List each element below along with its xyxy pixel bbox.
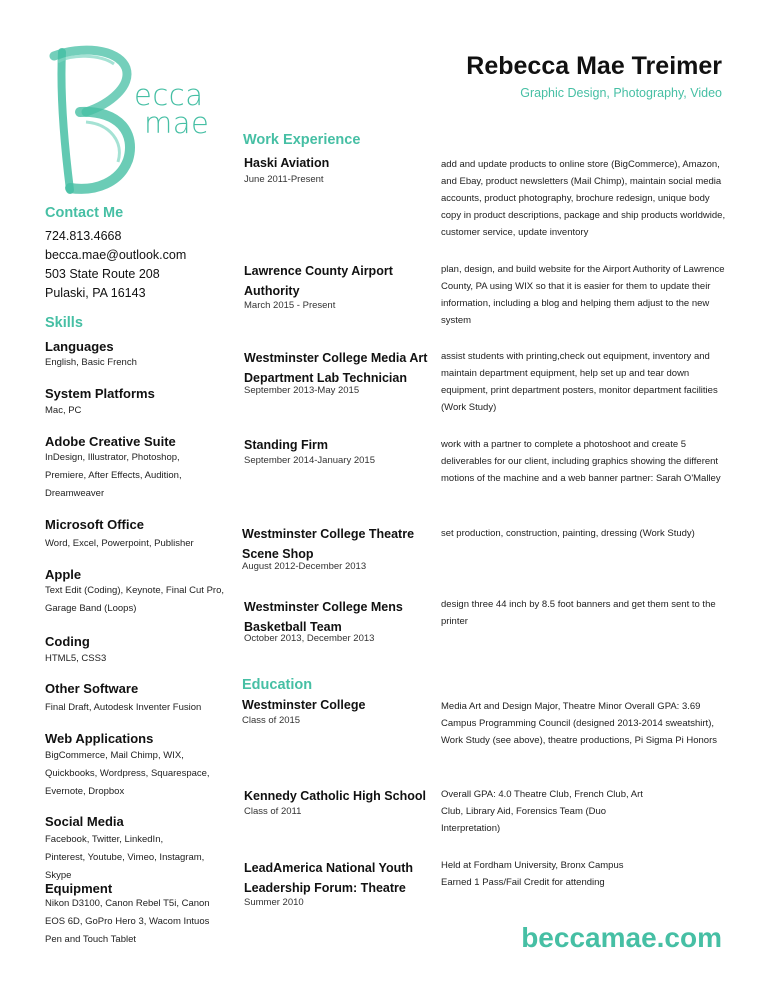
job-description: design three 44 inch by 8.5 foot banners and get them sent to the printer bbox=[441, 599, 716, 627]
skill-office-title: Microsoft Office bbox=[45, 517, 144, 532]
education-heading: Education bbox=[242, 677, 313, 693]
job-date: September 2014-January 2015 bbox=[244, 455, 375, 466]
job-title: Westminster College Theatre Scene Shop bbox=[242, 527, 415, 561]
contact-email[interactable]: becca.mae@outlook.com bbox=[45, 248, 187, 262]
contact-address-line1: 503 State Route 208 bbox=[45, 267, 160, 281]
skill-coding-title: Coding bbox=[45, 634, 90, 649]
contact-phone: 724.813.4668 bbox=[45, 229, 122, 243]
school-date: Class of 2011 bbox=[244, 806, 302, 817]
job-title: Westminster College Mens Basketball Team bbox=[244, 600, 403, 634]
skill-web-title: Web Applications bbox=[45, 731, 154, 746]
skill-equipment-title: Equipment bbox=[45, 881, 113, 896]
job-title: Standing Firm bbox=[244, 438, 329, 452]
work-heading: Work Experience bbox=[243, 132, 361, 148]
skill-web-text: BigCommerce, Mail Chimp, WIX, Quickbooks, Wordpress, Squarespace, Evernote, Dropbox bbox=[45, 750, 210, 797]
job-title: Haski Aviation bbox=[244, 156, 330, 170]
job-date: September 2013-May 2015 bbox=[244, 385, 360, 396]
job-description: set production, construction, painting, dressing (Work Study) bbox=[441, 528, 695, 539]
skill-languages-title: Languages bbox=[45, 339, 114, 354]
school-date: Summer 2010 bbox=[244, 897, 304, 908]
job-title: Westminster College Media Art Department Lab Technician bbox=[244, 351, 428, 385]
logo-word-ecca: ecca bbox=[134, 78, 204, 112]
school-title: Kennedy Catholic High School bbox=[244, 789, 426, 803]
skill-office-text: Word, Excel, Powerpoint, Publisher bbox=[45, 538, 194, 549]
school-description: Held at Fordham University, Bronx Campus Earned 1 Pass/Fail Credit for attending bbox=[441, 860, 624, 888]
contact-address-line2: Pulaski, PA 16143 bbox=[45, 286, 146, 300]
school-description: Media Art and Design Major, Theatre Minor Overall GPA: 3.69 Campus Programming Council (designed 2013-2014 sweatshirt), Work Study (see above), theatre productions, Pi Sigma Pi Honors bbox=[441, 701, 717, 746]
resume-tagline: Graphic Design, Photography, Video bbox=[520, 86, 722, 100]
skill-apple-title: Apple bbox=[45, 567, 82, 582]
skill-languages-text: English, Basic French bbox=[45, 357, 137, 368]
school-title: LeadAmerica National Youth Leadership Forum: Theatre bbox=[244, 861, 414, 895]
skill-apple-text: Text Edit (Coding), Keynote, Final Cut Pro, Garage Band (Loops) bbox=[45, 585, 224, 614]
skill-coding-text: HTML5, CSS3 bbox=[45, 653, 107, 664]
skill-social-title: Social Media bbox=[45, 814, 124, 829]
job-date: June 2011-Present bbox=[244, 174, 324, 185]
skill-platforms-title: System Platforms bbox=[45, 386, 155, 401]
skill-platforms-text: Mac, PC bbox=[45, 405, 82, 416]
contact-heading: Contact Me bbox=[45, 205, 124, 221]
job-description: assist students with printing,check out equipment, inventory and maintain department equipment, help set up and tear down equipment, print department posters, monitor department facilities (Work Study) bbox=[441, 351, 718, 413]
school-description: Overall GPA: 4.0 Theatre Club, French Club, Art Club, Library Aid, Forensics Team (Duo Interpretation) bbox=[441, 789, 643, 834]
website-link[interactable]: beccamae.com bbox=[521, 922, 722, 953]
job-description: work with a partner to complete a photoshoot and create 5 deliverables for our client, including graphics showing the different motions of the machine and a web banner partner: Sarah O'Malley bbox=[441, 439, 721, 484]
job-title: Lawrence County Airport Authority bbox=[244, 264, 393, 298]
skill-other-text: Final Draft, Autodesk Inventer Fusion bbox=[45, 702, 202, 713]
skill-equipment-text: Nikon D3100, Canon Rebel T5i, Canon EOS 6D, GoPro Hero 3, Wacom Intuos Pen and Touch Tablet bbox=[45, 898, 210, 945]
brush-b-logo-icon bbox=[40, 42, 140, 194]
job-description: add and update products to online store (BigCommerce), Amazon, and Ebay, product newsletters (Mail Chimp), maintain social media accounts, product photography, brochure redesign, unique body copy in product descriptions, package and ship products worldwide, customer service, update inventory bbox=[441, 159, 726, 238]
job-date: March 2015 - Present bbox=[244, 300, 336, 311]
logo-word-mae: mae bbox=[144, 106, 210, 140]
skills-heading: Skills bbox=[45, 315, 83, 331]
skill-other-title: Other Software bbox=[45, 681, 139, 696]
school-date: Class of 2015 bbox=[242, 715, 301, 726]
resume-name: Rebecca Mae Treimer bbox=[466, 52, 722, 80]
job-date: August 2012-December 2013 bbox=[242, 561, 367, 572]
skill-adobe-title: Adobe Creative Suite bbox=[45, 434, 176, 449]
job-date: October 2013, December 2013 bbox=[244, 633, 375, 644]
skill-adobe-text: InDesign, Illustrator, Photoshop, Premiere, After Effects, Audition, Dreamweaver bbox=[45, 452, 182, 499]
logo bbox=[40, 42, 210, 194]
skill-social-text: Facebook, Twitter, LinkedIn, Pinterest, Youtube, Vimeo, Instagram, Skype bbox=[45, 834, 205, 881]
school-title: Westminster College bbox=[242, 698, 366, 712]
job-description: plan, design, and build website for the Airport Authority of Lawrence County, PA using WIX so that it is easier for them to update their information, including a blog and helping them adjust to the new system bbox=[441, 264, 725, 326]
